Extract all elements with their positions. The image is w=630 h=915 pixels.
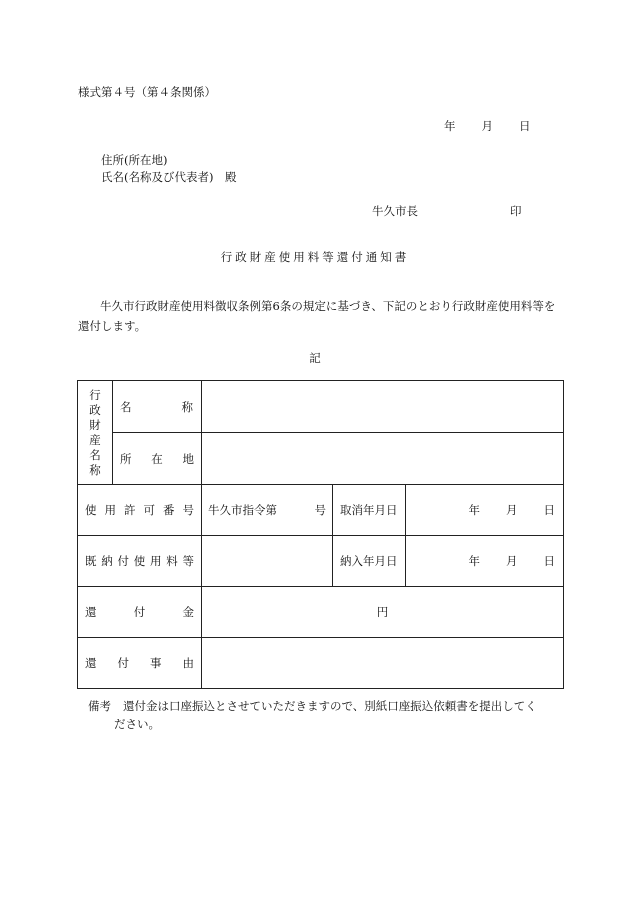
refund-form-table bbox=[77, 380, 564, 689]
row-refund-reason bbox=[78, 638, 564, 689]
yen-unit: 円 bbox=[376, 605, 389, 619]
property-header: 行 政 財 産 名 称 bbox=[78, 381, 113, 485]
name-label: 名 称 bbox=[113, 381, 202, 433]
permit-number-field[interactable] bbox=[202, 485, 333, 536]
row-refund-amount bbox=[78, 587, 564, 638]
row-permit bbox=[78, 485, 564, 536]
row-property-name bbox=[78, 381, 564, 433]
refund-reason-field[interactable] bbox=[202, 638, 564, 689]
issuer-title: 牛久市長 bbox=[372, 204, 418, 218]
remarks-text-line2: ださい。 bbox=[114, 717, 160, 731]
refund-amount-field[interactable] bbox=[202, 587, 564, 638]
remarks bbox=[88, 697, 558, 733]
date-month: 月 bbox=[481, 119, 493, 133]
permit-label: 使 用 許 可 番 号 bbox=[78, 485, 202, 536]
ki-heading: 記 bbox=[309, 351, 321, 365]
refund-amount-label: 還 付 金 bbox=[78, 587, 202, 638]
paid-fee-field[interactable] bbox=[202, 536, 333, 587]
row-property-location bbox=[78, 433, 564, 485]
permit-suffix: 号 bbox=[314, 503, 326, 517]
permit-prefix: 牛久市指令第 bbox=[208, 503, 277, 517]
remarks-label: 備考 bbox=[88, 699, 111, 713]
payment-date-label: 納入年月日 bbox=[333, 536, 406, 587]
issuer bbox=[372, 203, 522, 219]
refund-reason-label: 還 付 事 由 bbox=[78, 638, 202, 689]
date-year: 年 bbox=[444, 119, 456, 133]
paid-fee-label: 既 納 付 使 用 料 等 bbox=[78, 536, 202, 587]
date-day: 日 bbox=[519, 119, 531, 133]
body-text: 牛久市行政財産使用料徴収条例第6条の規定に基づき、下記のとおり行政財産使用料等を還付します。 bbox=[78, 299, 556, 333]
name-field[interactable] bbox=[202, 381, 564, 433]
form-number: 様式第４号（第４条関係） bbox=[78, 85, 216, 99]
location-field[interactable] bbox=[202, 433, 564, 485]
issue-date bbox=[444, 118, 531, 134]
remarks-text-line1: 還付金は口座振込とさせていただきますので、別紙口座振込依頼書を提出してく bbox=[123, 699, 537, 713]
cancel-date-field[interactable]: 年 月 日 bbox=[406, 485, 564, 536]
seal-mark: 印 bbox=[510, 204, 522, 218]
location-label: 所 在 地 bbox=[113, 433, 202, 485]
payment-date-field[interactable]: 年 月 日 bbox=[406, 536, 564, 587]
recipient-name-label: 氏名(名称及び代表者) 殿 bbox=[101, 170, 237, 184]
cancel-date-label: 取消年月日 bbox=[333, 485, 406, 536]
recipient-address-label: 住所(所在地) bbox=[101, 153, 168, 167]
document-title: 行政財産使用料等還付通知書 bbox=[220, 250, 410, 264]
row-paid-fee bbox=[78, 536, 564, 587]
